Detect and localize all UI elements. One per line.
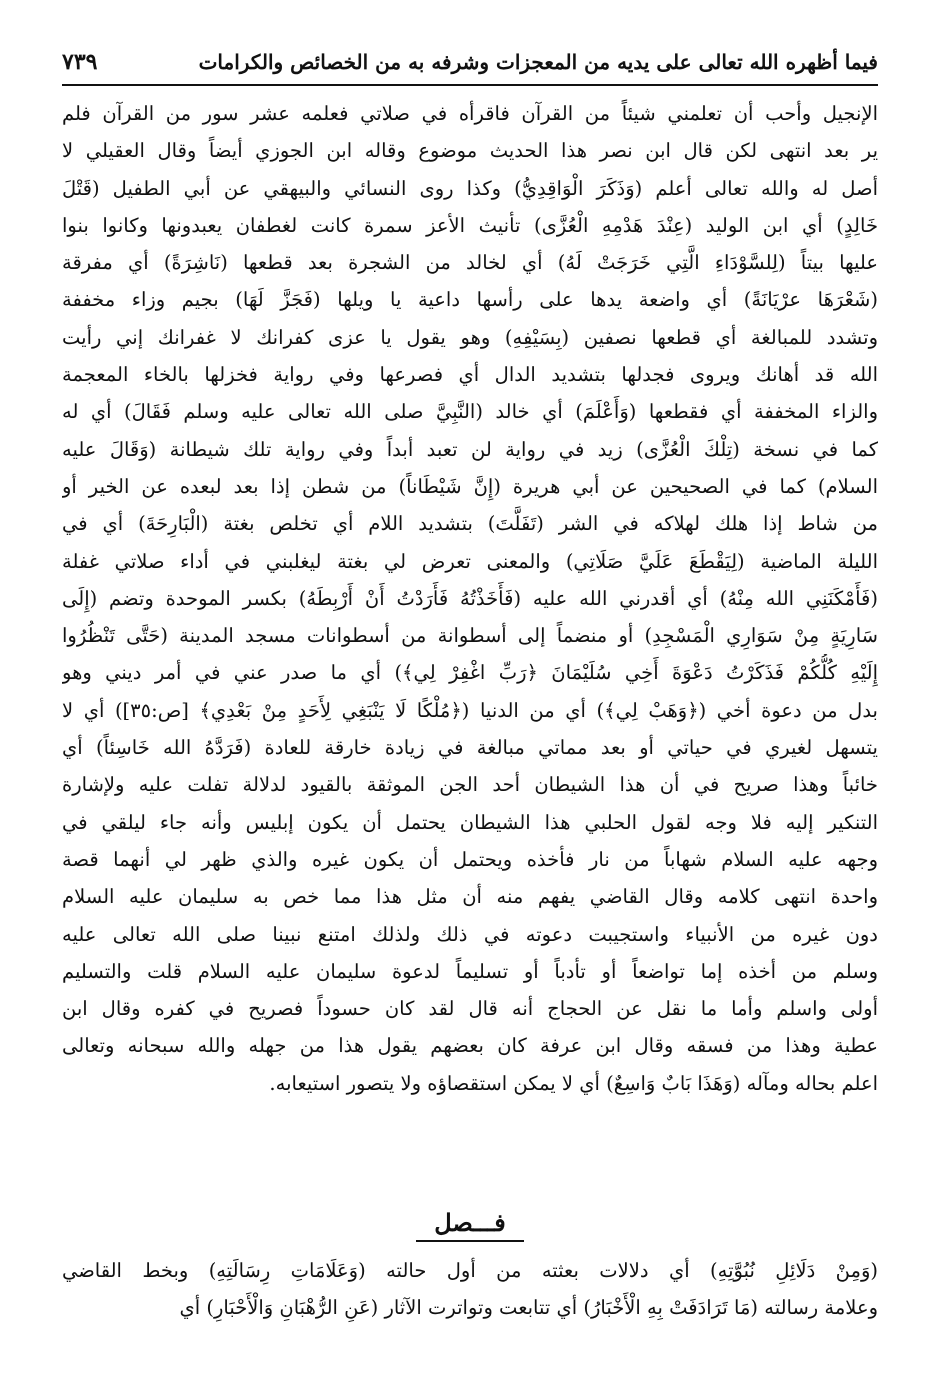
commentary-text	[62, 95, 878, 1102]
text-line: عطية وهذا من فسقه وقال ابن عرفة كان بعضهم يقول هذا من جهله والله سبحانه وتعالى	[62, 1034, 878, 1058]
text-line: كما في نسخة (تِلْكَ الْعُزَّى) زيد في رواية لن تعبد أبداً وفي رواية تلك شيطانة (وَقَالَ عليه	[62, 437, 878, 461]
text-line: واحدة انتهى كلامه وقال القاضي يفهم منه أن مثل هذا مما خص به سليمان عليه السلام	[62, 885, 878, 909]
text-line: (فَأَمْكَنَنِي الله مِنْهُ) أي أقدرني الله عليه (فَأَخَذْتُهُ فَأَرَدْتُ أَنْ أَرْبِطَهُ) بكسر الموحدة وتضم (إِلَى	[62, 586, 878, 610]
text-line: وتشدد للمبالغة أي قطعها نصفين (بِسَيْفِهِ) وهو يقول يا عزى كفرانك لا غفرانك إني رأيت	[62, 325, 878, 349]
text-line: وجهه عليه السلام شهاباً من نار فأخذه ويحتمل أن يكون غيره والذي ظهر لي أنهما قصة	[62, 847, 878, 871]
text-line: إِلَيْهِ كُلُّكُمْ فَذَكَرْتُ دَعْوَةَ أَخِي سُلَيْمَانَ ﴿رَبِّ اغْفِرْ لِي﴾) أي ما صدر عني في أمر ديني وهو	[62, 661, 878, 685]
text-line: وعلامة رسالته (مَا تَرَادَفَتْ بِهِ الْأَخْبَارُ) أي تتابعت وتواترت الآثار (عَنِ الرُّهْبَانِ وَالْأَحْبَارِ) أي	[179, 1296, 878, 1320]
text-line: وسلم من أخذه إما تواضعاً أو تأدباً أو تسليماً لدعوة سليمان عليه السلام قلت والتسليم	[62, 959, 878, 983]
text-line: التنكير إليه فلا وجه لقول الحلبي هذا الشيطان يحتمل أن يكون إبليس وأنه جاء ليلقي في	[62, 810, 878, 834]
page-number: ٧٣٩	[62, 49, 98, 75]
text-line: سَارِيَةٍ مِنْ سَوَارِي الْمَسْجِدِ) أو منضماً إلى أسطوانة من أسطوانات مسجد المدينة (حَتَّى تَنْظُرُوا	[62, 624, 878, 648]
text-line: من شاط إذا هلك لهلاكه في الشر (تَفَلَّتَ) بتشديد اللام أي تخلص بغتة (الْبَارِحَةَ) أي في	[62, 512, 878, 536]
text-line: والزاء المخففة أي فقطعها (وَأَعْلَمَ) أي خالد (النَّبِيَّ صلى الله تعالى عليه وسلم فَقَالَ) أي له	[62, 400, 878, 424]
section-heading: فـــصل	[0, 1208, 940, 1237]
text-line: السلام) كما في الصحيحين عن أبي هريرة (إِنَّ شَيْطَاناً) من شطن إذا بعد لبعده عن الخير أو	[62, 474, 878, 498]
text-line: (وَمِنْ دَلَائِلِ نُبُوَّتِهِ) أي دلالات بعثته من أول حالته (وَعَلَامَاتِ رِسَالَتِهِ) وبخط القاضي	[62, 1259, 878, 1282]
text-line: اعلم بحاله ومآله (وَهَذَا بَابٌ وَاسِعٌ) أي لا يمكن استقصاؤه ولا يتصور استيعابه.	[269, 1071, 878, 1095]
section-text	[62, 1252, 878, 1327]
text-line: ير بعد انتهى لكن قال ابن نصر هذا الحديث موضوع وقاله ابن الجوزي أيضاً وقال العقيلي لا	[62, 139, 878, 163]
page-header	[62, 40, 878, 84]
text-line: عليها بيتاً (لِلسَّوْدَاءِ الَّتِي خَرَجَتْ لَهُ) أي لخالد من الشجرة بعد قطعها (نَاشِرَةً) أي مفرقة	[62, 251, 878, 275]
header-divider	[62, 84, 878, 86]
running-title: فيما أظهره الله تعالى على يديه من المعجزات وشرفه به من الخصائص والكرامات	[198, 50, 878, 74]
text-line: أولى واسلم وأما ما نقل عن الحجاج أنه قال لقد كان حسوداً فصريح في كفره وقال ابن	[62, 997, 878, 1021]
text-line: دون غيره من الأنبياء واستجيبت دعوته في ذلك ولذلك امتنع نبينا صلى الله تعالى عليه	[62, 922, 878, 946]
text-line: الليلة الماضية (لِيَقْطَعَ عَلَيَّ صَلَاتِي) والمعنى تعرض لي بغتة ليغلبني في أداء صلاتي غفلة	[62, 549, 878, 573]
text-line: يتسهل لغيري في حياتي أو بعد مماتي مبالغة في زيادة خارقة للعادة (فَرَدَّهُ الله خَاسِئاً) أي	[62, 736, 878, 760]
text-line: الإنجيل وأحب أن تعلمني شيئاً من القرآن فاقرأه في صلاتي فعلمه عشر سور من القرآن فلم	[62, 102, 878, 125]
text-line: خَالِدٍ) أي ابن الوليد (عِنْدَ هَدْمِهِ الْعُزَّى) تأنيث الأعز سمرة كانت لغطفان يعبدونها وكانوا بنوا	[62, 213, 878, 237]
text-line: بدل من دعوة أخي (﴿وَهَبْ لِي﴾) أي من الدنيا (﴿مُلْكًا لَا يَنْبَغِي لِأَحَدٍ مِنْ بَعْدِي﴾ [ص:٣٥]) أي لا	[62, 698, 878, 722]
text-line: (شَعْرَهَا عرْيَانَةً) أي واضعة يدها على رأسها داعية يا ويلها (فَجَزَّ لَهَا) بجيم وزاء مخففة	[62, 288, 878, 312]
text-line: الله قد أهانك ويروى فجدلها بتشديد الدال أي فصرعها وفي رواية فخزلها بالخاء المعجمة	[62, 363, 878, 387]
text-line: خائباً وهذا صريح في أن هذا الشيطان أحد الجن الموثقة بالقيود لدلالة تفلت عليه ولإشارة	[62, 773, 878, 797]
text-line: أصل له والله تعالى أعلم (وَذَكَرَ الْوَاقِدِيُّ) وكذا روى النسائي والبيهقي عن أبي الطفيل (قَتْلَ	[62, 176, 878, 200]
